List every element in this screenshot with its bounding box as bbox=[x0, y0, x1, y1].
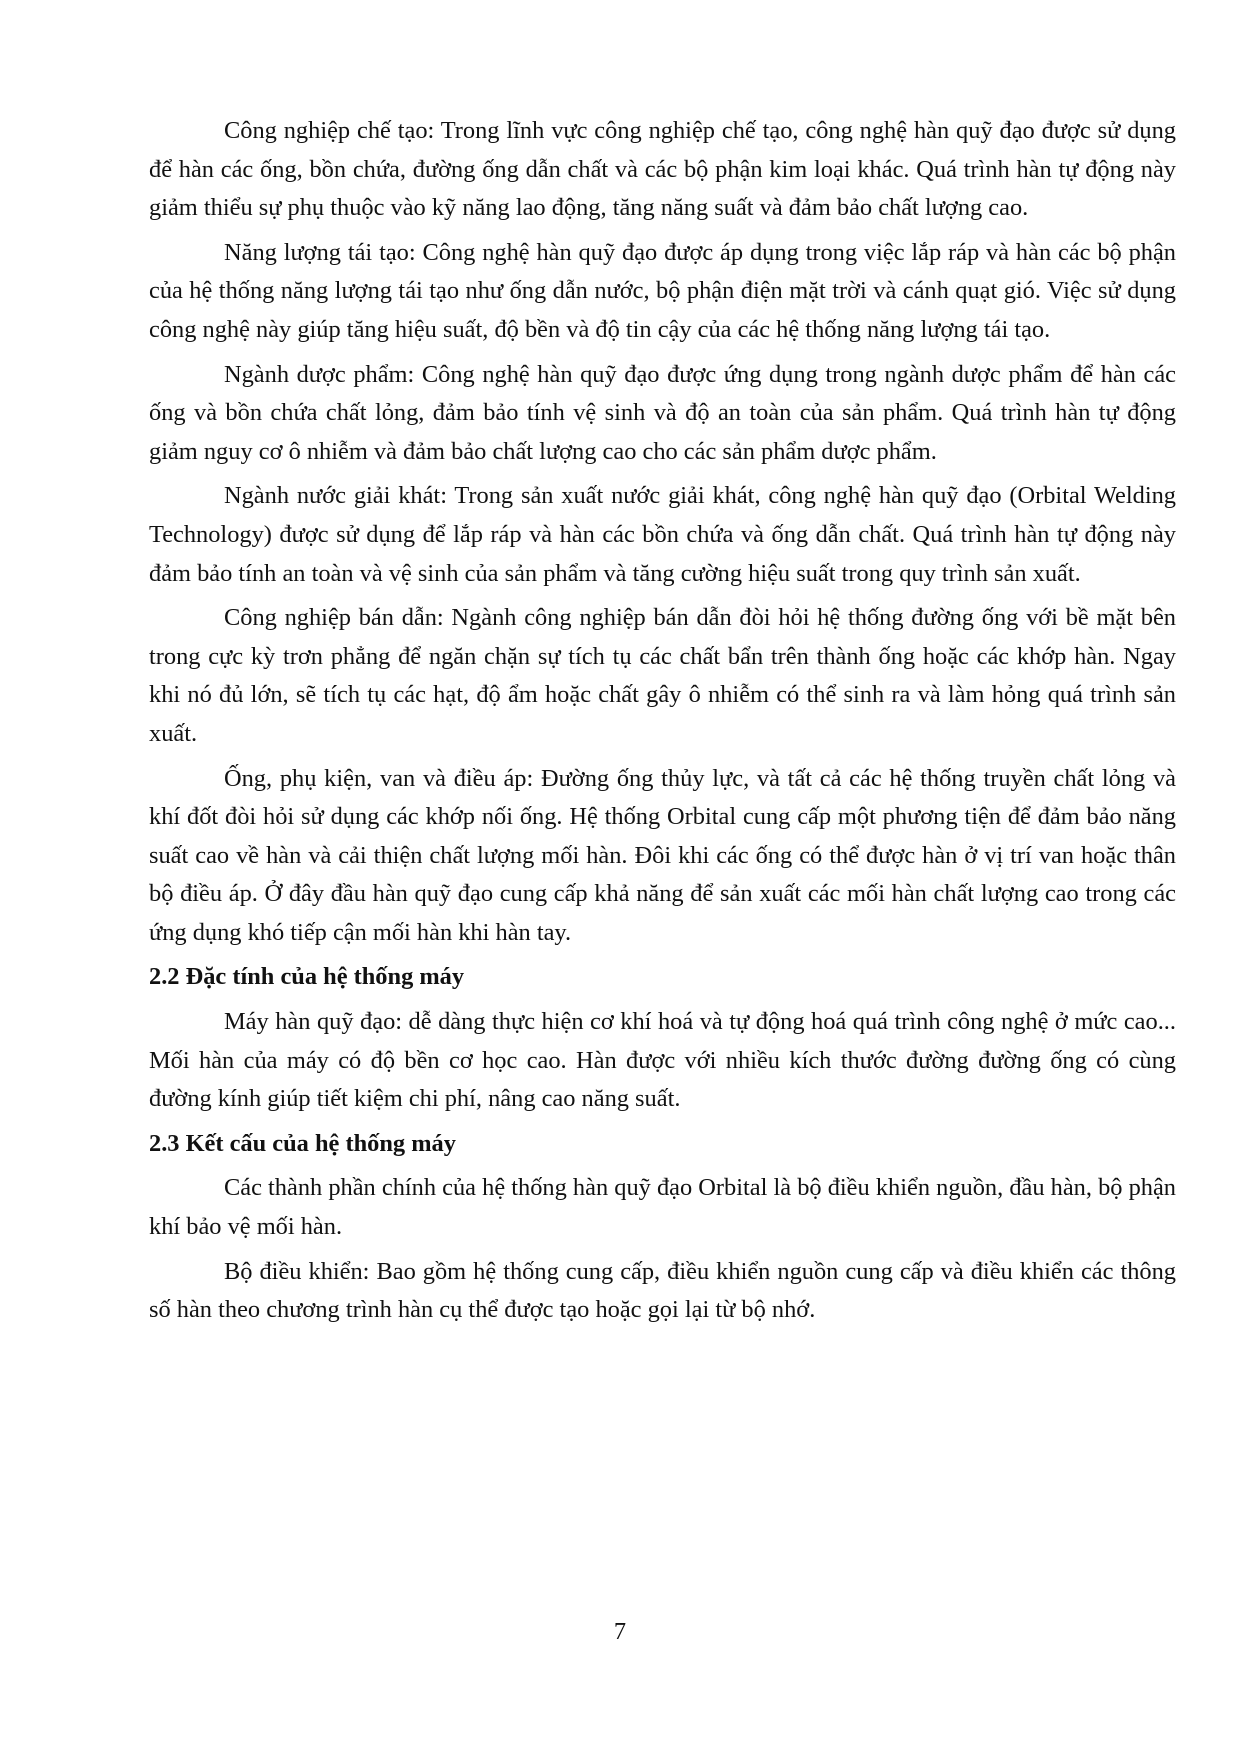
paragraph-controller: Bộ điều khiển: Bao gồm hệ thống cung cấp, điều khiển nguồn cung cấp và điều khiển các thông số hàn theo chương trình hàn cụ thể được tạo hoặc gọi lại từ bộ nhớ. bbox=[149, 1257, 1176, 1324]
paragraph-pharmaceutical: Ngành dược phẩm: Công nghệ hàn quỹ đạo được ứng dụng trong ngành dược phẩm để hàn các ống và bồn chứa chất lỏng, đảm bảo tính vệ sinh và độ an toàn của sản phẩm. Quá trình hàn tự động giảm nguy cơ ô nhiễm và đảm bảo chất lượng cao cho các sản phẩm dược phẩm. bbox=[149, 360, 1176, 465]
paragraph-semiconductor: Công nghiệp bán dẫn: Ngành công nghiệp bán dẫn đòi hỏi hệ thống đường ống với bề mặt bên trong cực kỳ trơn phẳng để ngăn chặn sự tích tụ các chất bẩn trên thành ống hoặc các khớp hàn. Ngay khi nó đủ lớn, sẽ tích tụ các hạt, độ ẩm hoặc chất gây ô nhiễm có thể sinh ra và làm hỏng quá trình sản xuất. bbox=[149, 604, 1176, 747]
paragraph-beverage: Ngành nước giải khát: Trong sản xuất nước giải khát, công nghệ hàn quỹ đạo (Orbital Welding Technology) được sử dụng để lắp ráp và hàn các bồn chứa và ống dẫn chất. Quá trình hàn tự động này đảm bảo tính an toàn và vệ sinh của sản phẩm và tăng cường hiệu suất trong quy trình sản xuất. bbox=[149, 482, 1176, 587]
paragraph-renewable-energy: Năng lượng tái tạo: Công nghệ hàn quỹ đạo được áp dụng trong việc lắp ráp và hàn các bộ phận của hệ thống năng lượng tái tạo như ống dẫn nước, bộ phận điện mặt trời và cánh quạt gió. Việc sử dụng công nghệ này giúp tăng hiệu suất, độ bền và độ tin cậy của các hệ thống năng lượng tái tạo. bbox=[149, 238, 1176, 343]
section-heading-2-2: 2.2 Đặc tính của hệ thống máy bbox=[149, 963, 465, 991]
document-page bbox=[149, 112, 1176, 1336]
paragraph-pipes-valves: Ống, phụ kiện, van và điều áp: Đường ống thủy lực, và tất cả các hệ thống truyền chất lỏng và khí đốt đòi hỏi sử dụng các khớp nối ống. Hệ thống Orbital cung cấp một phương tiện để đảm bảo năng suất cao về hàn và cải thiện chất lượng mối hàn. Đôi khi các ống có thể được hàn ở vị trí van hoặc thân bộ điều áp. Ở đây đầu hàn quỹ đạo cung cấp khả năng để sản xuất các mối hàn chất lượng cao trong các ứng dụng khó tiếp cận mối hàn khi hàn tay. bbox=[149, 764, 1176, 946]
paragraph-main-components: Các thành phần chính của hệ thống hàn quỹ đạo Orbital là bộ điều khiển nguồn, đầu hàn, bộ phận khí bảo vệ mối hàn. bbox=[149, 1174, 1176, 1241]
section-heading-2-3: 2.3 Kết cấu của hệ thống máy bbox=[149, 1129, 456, 1157]
paragraph-machine-characteristics: Máy hàn quỹ đạo: dễ dàng thực hiện cơ khí hoá và tự động hoá quá trình công nghệ ở mức cao... Mối hàn của máy có độ bền cơ học cao. Hàn được với nhiều kích thước đường đường ống có cùng đường kính giúp tiết kiệm chi phí, nâng cao năng suất. bbox=[149, 1008, 1176, 1113]
paragraph-manufacturing: Công nghiệp chế tạo: Trong lĩnh vực công nghiệp chế tạo, công nghệ hàn quỹ đạo được sử dụng để hàn các ống, bồn chứa, đường ống dẫn chất và các bộ phận kim loại khác. Quá trình hàn tự động này giảm thiểu sự phụ thuộc vào kỹ năng lao động, tăng năng suất và đảm bảo chất lượng cao. bbox=[149, 117, 1176, 222]
page-number: 7 bbox=[613, 1618, 627, 1645]
